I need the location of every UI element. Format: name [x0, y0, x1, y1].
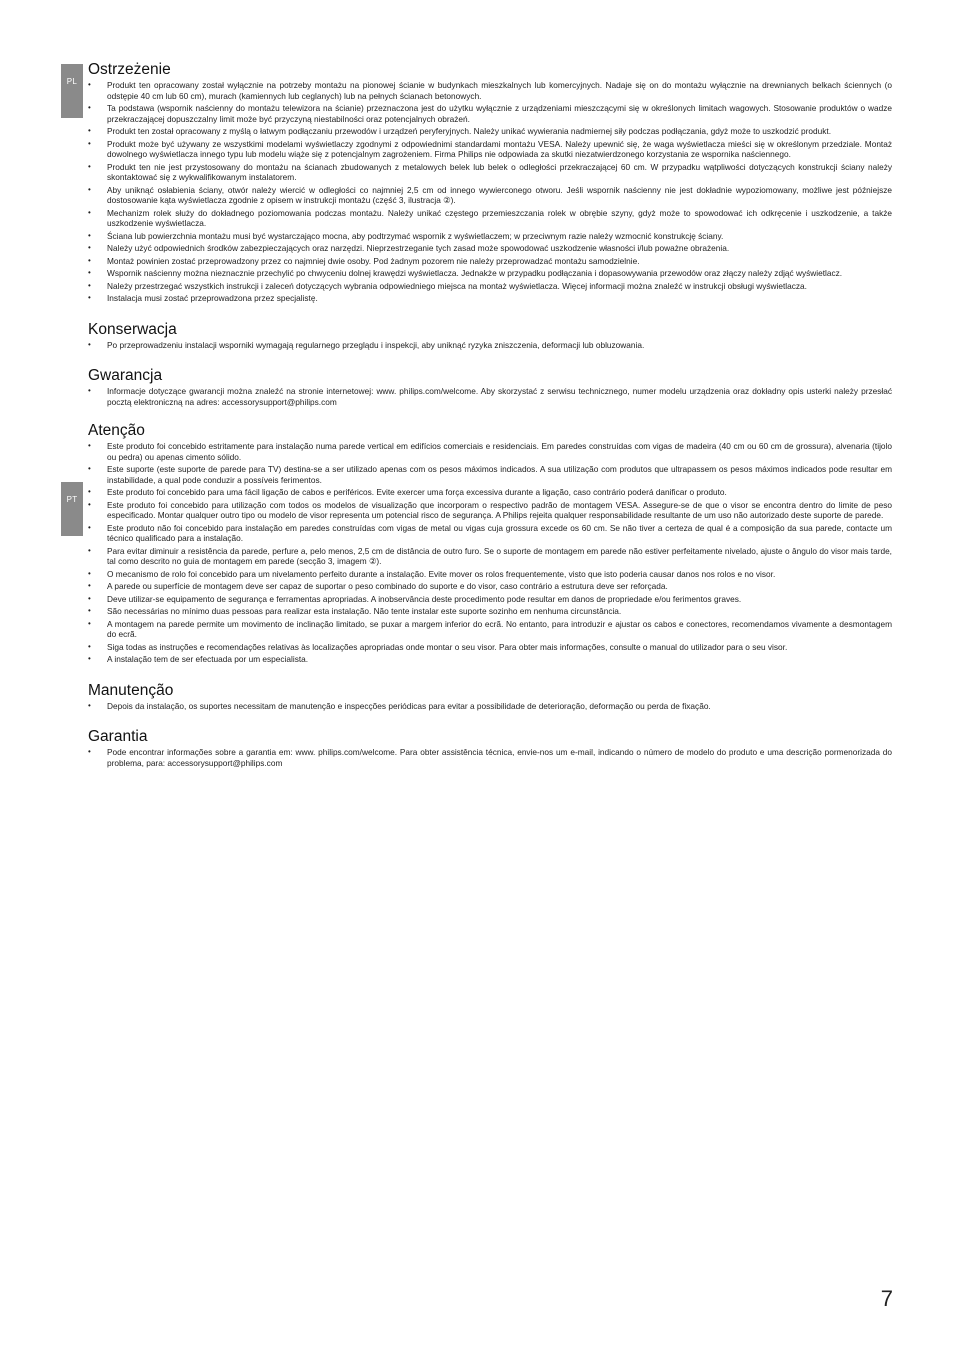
list-item: • A montagem na parede permite um movimento de inclinação limitado, se puxar a margem inferior do ecrã. No entanto, para introduzir e ajustar os cabos e conectores, recomendamos vivamente a desmontagem do ecrã. — [88, 619, 892, 640]
page-number: 7 — [880, 1286, 893, 1311]
list-item: • Este suporte (este suporte de parede para TV) destina-se a ser utilizado apenas com os pesos máximos indicados. A sua utilização com produtos que ultrapassem os pesos máximos indicados pode resultar em instabilidade, a qual pode conduzir a possíveis ferimentos. — [88, 464, 892, 485]
list-item: • Instalacja musi zostać przeprowadzona przez specjalistę. — [88, 293, 892, 304]
list-item: • Montaż powinien zostać przeprowadzony przez co najmniej dwie osoby. Pod żadnym pozorem nie należy przeprowadzać montażu samodzielnie. — [88, 256, 892, 267]
list-item: • Po przeprowadzeniu instalacji wsporniki wymagają regularnego przeglądu i inspekcji, aby uniknąć ryzyka zniszczenia, deformacji lub obluzowania. — [88, 340, 892, 351]
page-content — [88, 60, 892, 774]
list-item: • Informacje dotyczące gwarancji można znaleźć na stronie internetowej: www. philips.com/welcome. Aby skorzystać z serwisu technicznego, numer modelu urządzenia oraz dokładny opis usterki należy przesłać pocztą elektroniczną na adres: accessorysupport@philips.com — [88, 386, 892, 407]
bullet-list — [88, 747, 892, 768]
language-tab-pl: PL — [61, 64, 83, 118]
list-item: • Ściana lub powierzchnia montażu musi być wystarczająco mocna, aby podtrzymać wspornik z wyświetlaczem; w przeciwnym razie należy wzmocnić konstrukcję ściany. — [88, 231, 892, 242]
bullet-list — [88, 80, 892, 304]
list-item: • Mechanizm rolek służy do dokładnego poziomowania podczas montażu. Należy unikać częstego przemieszczania rolek w obrębie szyny, gdyż może to spowodować ich odkręcenie i uszkodzenie, a także uszkodzenie wyświetlacza. — [88, 208, 892, 229]
list-item: • Wspornik naścienny można nieznacznie przechylić po chwyceniu dolnej krawędzi wyświetlacza. Jednakże w przypadku podłączania i dopasowywania przewodów oraz złączy należy zdjąć wyświetlacz. — [88, 268, 892, 279]
list-item: • Deve utilizar-se equipamento de segurança e ferramentas apropriadas. A inobservância deste procedimento pode resultar em danos de propriedade e/ou ferimentos graves. — [88, 594, 892, 605]
pl-warning-section — [88, 60, 892, 304]
list-item: • Ta podstawa (wspornik naścienny do montażu telewizora na ścianie) przeznaczona jest do użytku wyłącznie z urządzeniami mieszczącymi się w określonych limitach wagowych. Stosowanie produktów o wadze przekraczającej dopuszczalny limit może być przyczyną niestabilności oraz potencjalnych obrażeń. — [88, 103, 892, 124]
list-item: • O mecanismo de rolo foi concebido para um nivelamento perfeito durante a instalação. Evite mover os rolos frequentemente, visto que isto poderia causar danos nos rolos e no visor. — [88, 569, 892, 580]
section-heading: Konserwacja — [88, 320, 177, 338]
list-item: • Este produto foi concebido para uma fácil ligação de cabos e periféricos. Evite exercer uma força excessiva durante a ligação, caso contrário poderá danificar o produto. — [88, 487, 892, 498]
list-item: • Siga todas as instruções e recomendações relativas às localizações apropriadas onde montar o seu visor. Para obter mais informações, consulte o manual do utilizador para o seu visor. — [88, 642, 892, 653]
bullet-list — [88, 386, 892, 407]
list-item: • A parede ou superfície de montagem deve ser capaz de suportar o peso combinado do suporte e do visor, caso contrário a estrutura deve ser reforçada. — [88, 581, 892, 592]
list-item: • Este produto foi concebido para utilização com todos os modelos de visualização que incorporam o respectivo padrão de montagem VESA. Assegure-se de que o visor se encontra dentro do limite de peso especificado. Montar qualquer outro tipo ou modelo de visor representa um potencial risco de segurança. A Philips rejeita qualquer responsabilidade resultante de um uso não autorizado deste suporte de parede. — [88, 500, 892, 521]
pt-maintenance-section — [88, 681, 892, 712]
list-item: • A instalação tem de ser efectuada por um especialista. — [88, 654, 892, 665]
list-item: • Aby uniknąć osłabienia ściany, otwór należy wiercić w odległości co najmniej 2,5 cm od innego wywierconego otworu. Jeśli wspornik naścienny nie jest dokładnie wypoziomowany, możliwe jest późniejsze dostosowanie kąta wyświetlacza zgodnie z opisem w instrukcji montażu (część 3, ilustracja ②). — [88, 185, 892, 206]
list-item: • Należy użyć odpowiednich środków zabezpieczających oraz narzędzi. Nieprzestrzeganie tych zasad może spowodować uszkodzenie własności i/lub poważne obrażenia. — [88, 243, 892, 254]
section-heading: Atenção — [88, 422, 145, 439]
list-item: • Produkt ten został opracowany z myślą o łatwym podłączaniu przewodów i urządzeń peryferyjnych. Należy unikać wywierania nadmiernej siły podczas podłączania, gdyż może to uszkodzić produkt. — [88, 126, 892, 137]
bullet-list — [88, 701, 892, 712]
list-item: • Para evitar diminuir a resistência da parede, perfure a, pelo menos, 2,5 cm de distância de outro furo. Se o suporte de montagem em parede não estiver perfeitamente nivelado, ajuste o ângulo do visor mais tarde, tal como descrito no guia de montagem em parede (secção 3, imagem ②). — [88, 546, 892, 567]
language-tab-pt: PT — [61, 482, 83, 536]
list-item: • Pode encontrar informações sobre a garantia em: www. philips.com/welcome. Para obter assistência técnica, envie-nos um e-mail, indicando o número de modelo do produto e uma descrição pormenorizada do problema, para: accessorysupport@philips.com — [88, 747, 892, 768]
list-item: • Produkt ten nie jest przystosowany do montażu na ścianach zbudowanych z metalowych belek lub belek o odległości przekraczającej 60 cm. W przypadku wątpliwości dotyczących konstrukcji ściany należy skontaktować się z wykwalifikowanym instalatorem. — [88, 162, 892, 183]
list-item: • Produkt może być używany ze wszystkimi modelami wyświetlaczy zgodnymi z odpowiednimi standardami montażu VESA. Należy upewnić się, że waga wyświetlacza mieści się w określonym przedziale. Montaż dowolnego wyświetlacza innego typu lub modelu wiąże się z potencjalnym zagrożeniem. Firma Philips nie odpowiada za skutki niezatwierdzonego korzystania ze wspornika naściennego. — [88, 139, 892, 160]
section-heading: Manutenção — [88, 681, 174, 699]
list-item: • Należy przestrzegać wszystkich instrukcji i zaleceń dotyczących wybrania odpowiedniego miejsca na montaż wyświetlacza. Więcej informacji można znaleźć w instrukcji obsługi wyświetlacza. — [88, 281, 892, 292]
bullet-list — [88, 340, 892, 351]
section-heading: Garantia — [88, 728, 148, 745]
list-item: • Produkt ten opracowany został wyłącznie na potrzeby montażu na pionowej ścianie w budynkach mieszkalnych lub komercyjnych. Nadaje się on do montażu wyłącznie na drewnianych belkach ściennych (o odstępie 40 cm lub 60 cm), murach (kamiennych lub ceglanych) lub na pełnych ścianach betonowych. — [88, 80, 892, 101]
list-item: • Este produto foi concebido estritamente para instalação numa parede vertical em edifícios comerciais e residenciais. Em paredes construídas com vigas de madeira (40 cm ou 60 cm de grossura), alvenaria (tijolo ou pedra) ou apenas cimento sólido. — [88, 441, 892, 462]
list-item: • Depois da instalação, os suportes necessitam de manutenção e inspecções periódicas para evitar a possibilidade de deterioração, deformação ou perda de fixação. — [88, 701, 892, 712]
section-heading: Gwarancja — [88, 367, 163, 384]
bullet-list — [88, 441, 892, 665]
pl-maintenance-section — [88, 320, 892, 351]
list-item: • São necessárias no mínimo duas pessoas para realizar esta instalação. Não tente instalar este suporte sozinho em nenhuma circunstância. — [88, 606, 892, 617]
section-heading: Ostrzeżenie — [88, 61, 171, 78]
pt-warranty-section — [88, 727, 892, 768]
pt-warning-section — [88, 421, 892, 665]
list-item: • Este produto não foi concebido para instalação em paredes construídas com vigas de metal ou vigas cuja grossura excede os 60 cm. Se não tiver a certeza de qual é a composição da sua parede, contacte um técnico qualificado para a instalação. — [88, 523, 892, 544]
pl-warranty-section — [88, 366, 892, 407]
